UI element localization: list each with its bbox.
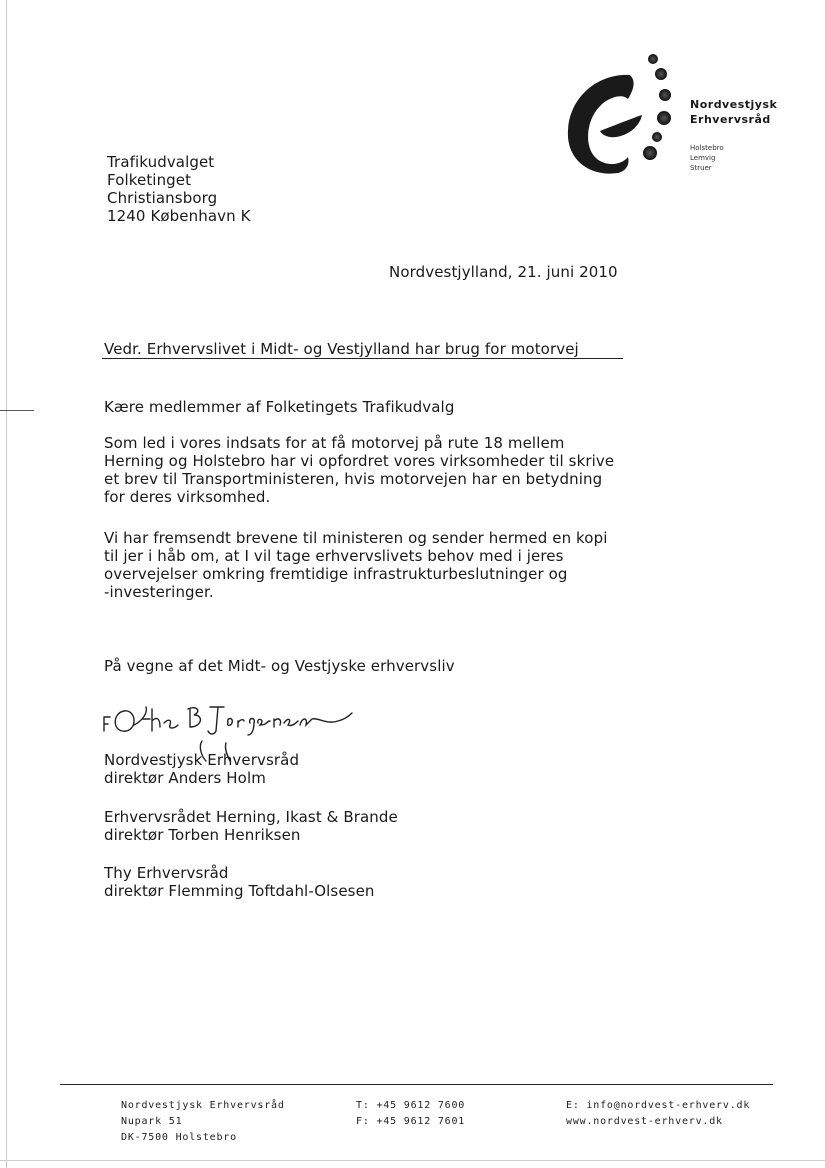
org-towns xyxy=(690,143,724,173)
address-line: Folketinget xyxy=(107,171,192,189)
paragraph-line: Herning og Holstebro har vi opfordret vores virksomheder til skrive xyxy=(104,452,615,470)
closing-line: På vegne af det Midt- og Vestjyske erhvervsliv xyxy=(104,657,455,675)
footer-divider xyxy=(60,1084,773,1085)
nordvestjysk-erhvervsraad-logo-icon xyxy=(560,45,680,185)
body-paragraph xyxy=(104,529,664,601)
scan-edge xyxy=(0,1160,825,1161)
footer-line: Nupark 51 xyxy=(121,1116,183,1127)
signatory-name: direktør Anders Holm xyxy=(104,769,266,787)
paragraph-line: et brev til Transportministeren, hvis motorvejen har en betydning xyxy=(104,470,603,488)
org-name xyxy=(690,97,777,127)
footer-phone xyxy=(356,1098,465,1130)
signatory-block xyxy=(104,864,375,900)
fold-mark xyxy=(0,410,34,411)
signatory-block xyxy=(104,808,398,844)
paragraph-line: -investeringer. xyxy=(104,583,214,601)
paragraph-line: Vi har fremsendt brevene til ministeren og sender hermed en kopi xyxy=(104,529,608,547)
footer-line: Nordvestjysk Erhvervsråd xyxy=(121,1100,285,1111)
org-name-line: Nordvestjysk xyxy=(690,98,778,111)
greeting: Kære medlemmer af Folketingets Trafikudvalg xyxy=(104,398,455,416)
body-paragraph xyxy=(104,434,664,506)
address-line: Christiansborg xyxy=(107,189,218,207)
scan-edge xyxy=(6,0,7,1168)
footer-contact xyxy=(566,1098,750,1130)
subject-line: Vedr. Erhvervslivet i Midt- og Vestjylland har brug for motorvej xyxy=(104,340,579,358)
paragraph-line: til jer i håb om, at I vil tage erhvervslivets behov med i jeres xyxy=(104,547,564,565)
signatory-block xyxy=(104,751,299,787)
signatory-name: direktør Torben Henriksen xyxy=(104,826,301,844)
address-line: 1240 København K xyxy=(107,207,251,225)
signatory-name: direktør Flemming Toftdahl-Olsesen xyxy=(104,882,375,900)
subject-underline xyxy=(102,358,623,359)
footer-website: www.nordvest-erhverv.dk xyxy=(566,1116,723,1127)
address-line: Trafikudvalget xyxy=(107,153,215,171)
footer-line: F: +45 9612 7601 xyxy=(356,1116,466,1127)
town: Struer xyxy=(690,164,712,172)
signatory-org: Erhvervsrådet Herning, Ikast & Brande xyxy=(104,808,398,826)
date-line: Nordvestjylland, 21. juni 2010 xyxy=(389,263,618,281)
footer-line: DK-7500 Holstebro xyxy=(121,1132,237,1143)
signatory-org: Thy Erhvervsråd xyxy=(104,864,229,882)
paragraph-line: Som led i vores indsats for at få motorvej på rute 18 mellem xyxy=(104,434,565,452)
town: Lemvig xyxy=(690,154,716,162)
org-name-line: Erhvervsråd xyxy=(690,113,771,126)
footer-email: E: info@nordvest-erhverv.dk xyxy=(566,1100,751,1111)
paragraph-line: for deres virksomhed. xyxy=(104,488,271,506)
town: Holstebro xyxy=(690,144,724,152)
signatory-org: Nordvestjysk Erhvervsråd xyxy=(104,751,300,769)
recipient-address xyxy=(107,153,251,225)
footer-address xyxy=(121,1098,285,1146)
paragraph-line: overvejelser omkring fremtidige infrastrukturbeslutninger og xyxy=(104,565,568,583)
footer-line: T: +45 9612 7600 xyxy=(356,1100,466,1111)
